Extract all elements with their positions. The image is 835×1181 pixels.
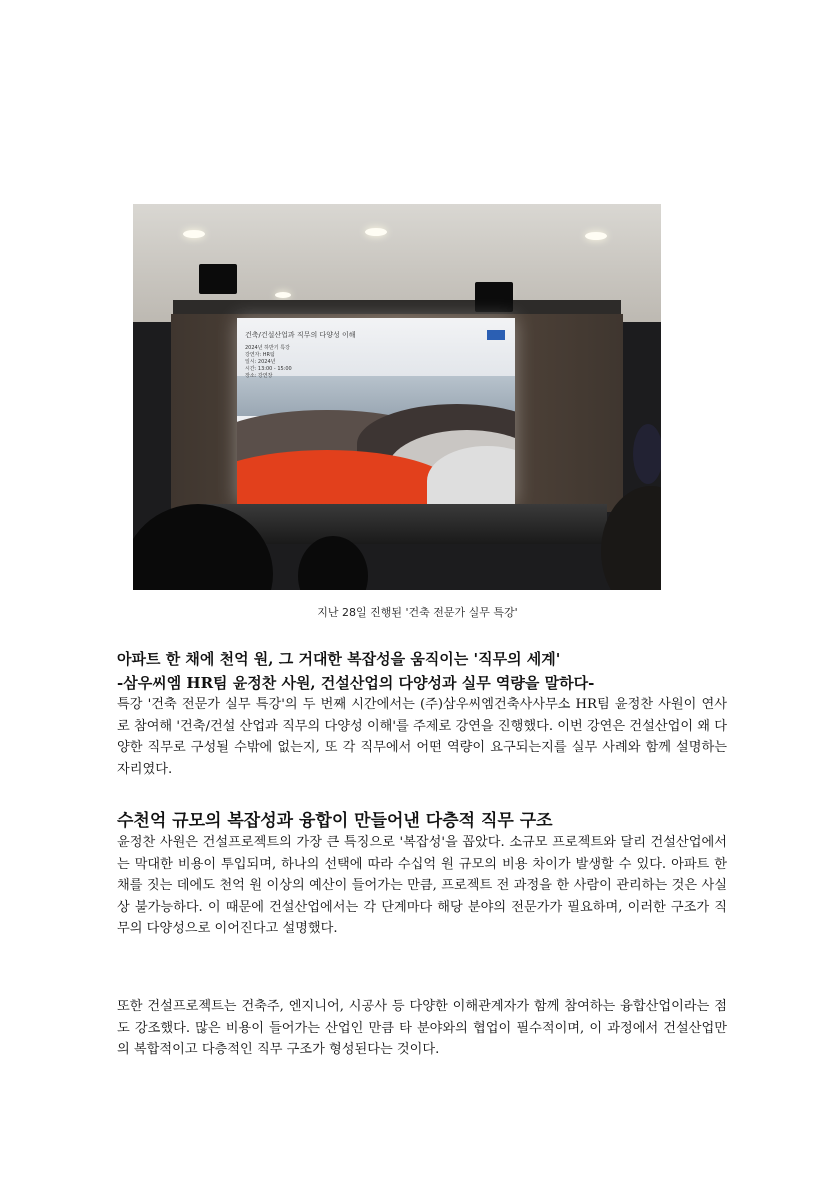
section-paragraph: 또한 건설프로젝트는 건축주, 엔지니어, 시공사 등 다양한 이해관계자가 함께 참여하는 융합산업이라는 점도 강조했다. 많은 비용이 들어가는 산업인 만큼 타 분야와의 협업이 필수적이며, 이 과정에서 건설산업만의 복합적이고 다층적인 직무 구조가 형성된다는 것이다. xyxy=(117,999,727,1057)
logo-icon xyxy=(487,330,505,340)
presentation-screen xyxy=(237,318,515,504)
audience-head xyxy=(298,536,368,590)
ceiling-light xyxy=(585,232,607,240)
section-title: 수천억 규모의 복잡성과 융합이 만들어낸 다층적 직무 구조 xyxy=(117,811,553,831)
ceiling-light xyxy=(365,228,387,236)
section-paragraph: 윤정찬 사원은 건설프로젝트의 가장 큰 특징으로 '복잡성'을 꼽았다. 소규모 프로젝트와 달리 건설산업에서는 막대한 비용이 투입되며, 하나의 선택에 따라 수십억 원 규모의 비용 차이가 발생할 수 있다. 아파트 한 채를 짓는 데에도 천억 원 이상의 예산이 들어가는 만큼, 프로젝트 전 과정을 한 사람이 관리하는 것은 사실상 불가능하다. 이 때문에 건설산업에서는 각 단계마다 해당 분야의 전문가가 필요하며, 이러한 구조가 직무의 다양성으로 이어진다고 설명했다. xyxy=(117,835,727,936)
screen-line: 2024년 하반기 특강 xyxy=(245,345,290,351)
lecture-photo xyxy=(133,204,661,590)
photo-caption: 지난 28일 진행된 '건축 전문가 실무 특강' xyxy=(317,606,518,619)
intro-paragraph: 특강 '건축 전문가 실무 특강'의 두 번째 시간에서는 (주)삼우씨엠건축사사무소 HR팀 윤정찬 사원이 연사로 참여해 '건축/건설 산업과 직무의 다양성 이해'를 주제로 강연을 진행했다. 이번 강연은 건설산업이 왜 다양한 직무로 구성될 수밖에 없는지, 또 각 직무에서 어떤 역량이 요구되는지를 실무 사례와 함께 설명하는 자리였다. xyxy=(117,697,727,777)
ceiling-light xyxy=(275,292,291,298)
screen-title: 건축/건설산업과 직무의 다양성 이해 xyxy=(245,331,356,339)
screen-line: 강연자: HR팀 xyxy=(245,352,275,358)
stage xyxy=(203,504,607,544)
article-subheadline: -삼우씨엠 HR팀 윤정찬 사원, 건설산업의 다양성과 실무 역량을 말하다- xyxy=(117,674,595,692)
screen-line: 장소: 강연장 xyxy=(245,373,273,379)
speaker xyxy=(199,264,237,294)
ceiling-light xyxy=(183,230,205,238)
article-headline: 아파트 한 채에 천억 원, 그 거대한 복잡성을 움직이는 '직무의 세계' xyxy=(117,650,561,668)
screen-line: 시간: 13:00 - 15:00 xyxy=(245,366,292,372)
speaker xyxy=(475,282,513,312)
screen-line: 일시: 2024년 xyxy=(245,359,276,365)
audience-person xyxy=(633,424,661,484)
